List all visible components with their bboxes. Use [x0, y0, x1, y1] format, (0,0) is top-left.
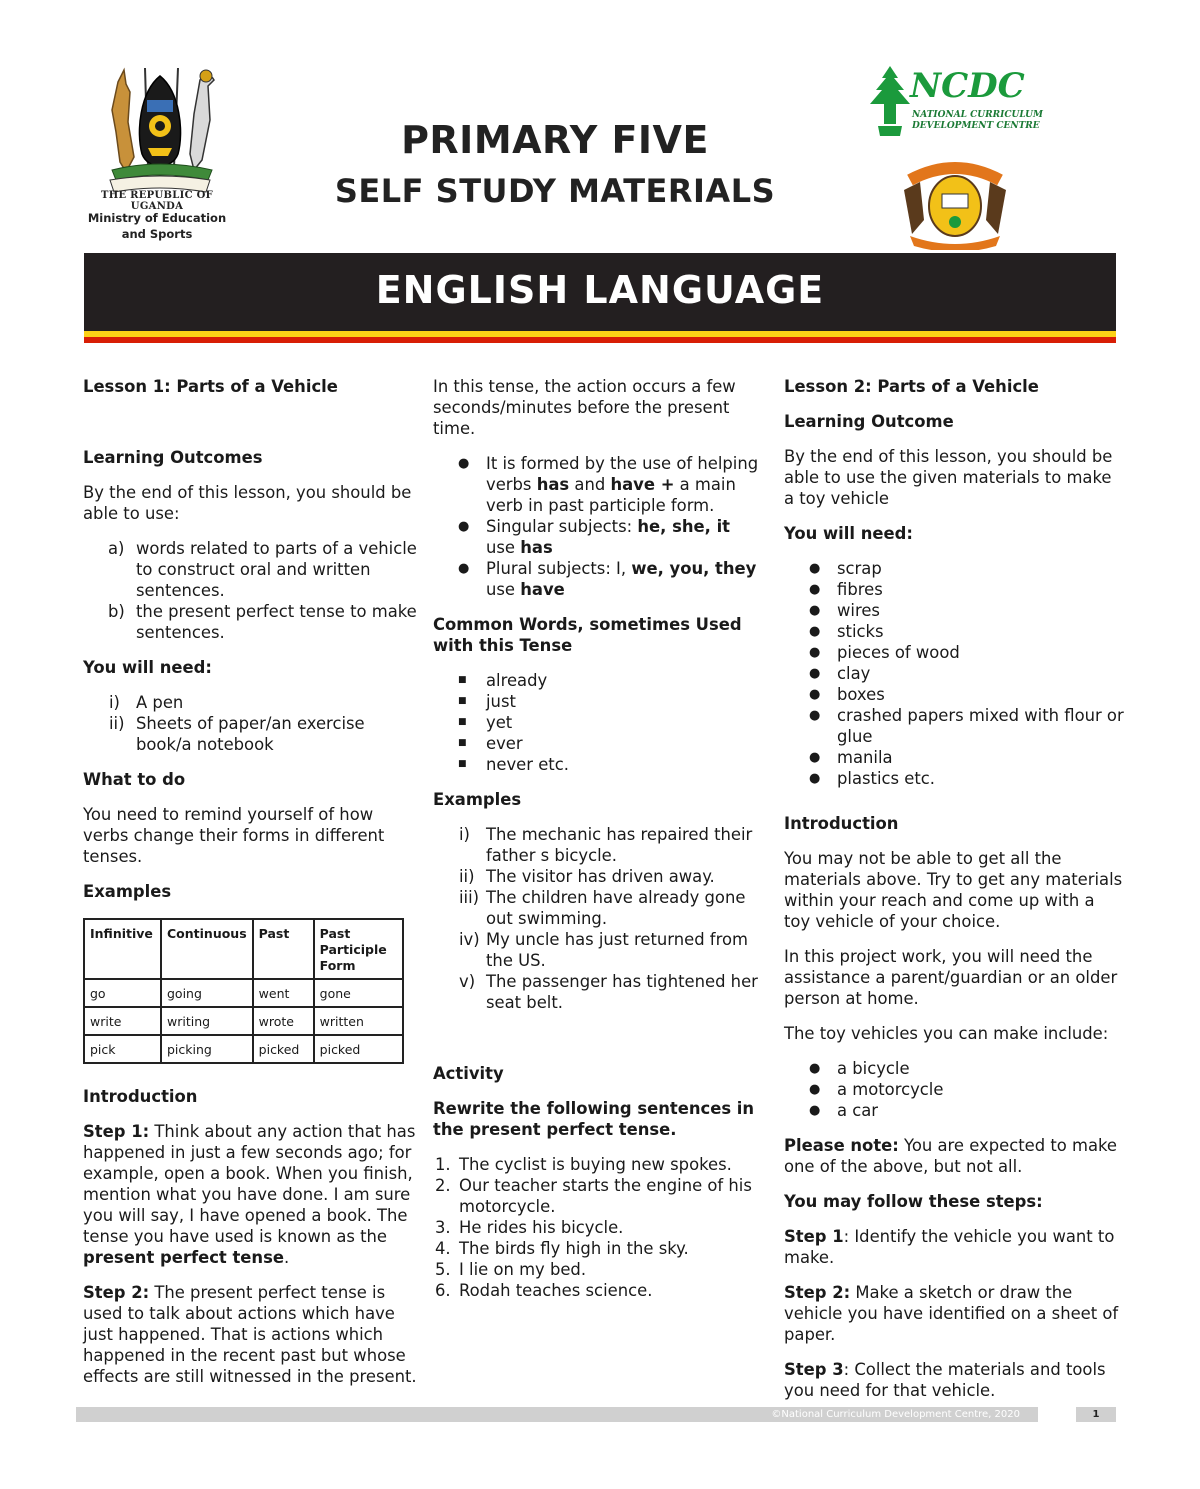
ncdc-subtitle-line-2: DEVELOPMENT CENTRE	[912, 121, 1040, 131]
list-item	[784, 747, 1124, 768]
what-to-do-text: You need to remind yourself of how verbs change their forms in different tenses.	[83, 805, 385, 866]
list-item	[784, 768, 1124, 789]
list-item	[433, 929, 763, 971]
lesson-1-title: Lesson 1: Parts of a Vehicle	[83, 377, 338, 396]
bullet-icon: ●	[458, 561, 470, 576]
table-header-cell: Past	[253, 919, 314, 979]
list-item	[784, 558, 1124, 579]
ncdc-subtitle-line-1: NATIONAL CURRICULUM	[912, 110, 1043, 120]
list-item-text: boxes	[837, 685, 885, 704]
list-marker: 1.	[435, 1155, 451, 1174]
activity-list	[433, 1154, 763, 1301]
square-bullet-icon: ■	[458, 717, 467, 727]
step-3-label: Step 3	[784, 1360, 844, 1379]
ministry-label	[82, 210, 232, 242]
table-cell: going	[161, 979, 253, 1007]
page-title: PRIMARY FIVE	[401, 118, 709, 162]
list-item-text: clay	[837, 664, 871, 683]
learning-outcomes-heading: Learning Outcomes	[83, 448, 263, 467]
list-marker: a)	[108, 539, 125, 558]
subject-banner-title: ENGLISH LANGUAGE	[375, 268, 825, 312]
materials-list	[784, 558, 1124, 789]
column-1	[83, 376, 418, 1401]
introduction-heading: Introduction	[784, 814, 899, 833]
list-item-text: Singular subjects:	[486, 517, 638, 536]
flag-stripe-red	[84, 337, 1116, 343]
list-item-text: The children have already gone out swimming.	[486, 888, 746, 928]
list-item-text: Plural subjects: I,	[486, 559, 632, 578]
introduction-paragraph-3: The toy vehicles you can make include:	[784, 1024, 1109, 1043]
list-item	[433, 453, 763, 516]
table-header-row	[84, 919, 403, 979]
list-marker: b)	[108, 602, 125, 621]
list-item	[433, 712, 763, 733]
list-item-text: My uncle has just returned from the US.	[486, 930, 748, 970]
examples-heading: Examples	[433, 790, 522, 809]
list-item	[433, 866, 763, 887]
list-item	[784, 705, 1124, 747]
bullet-icon: ●	[458, 519, 470, 534]
list-item-text: wires	[837, 601, 880, 620]
step-3-paragraph	[784, 1359, 1124, 1401]
step-1-label: Step 1	[784, 1227, 844, 1246]
list-marker: 6.	[435, 1281, 451, 1300]
table-cell: pick	[84, 1035, 161, 1063]
bold-term: have +	[610, 475, 675, 494]
list-marker: iii)	[459, 888, 480, 907]
bullet-icon: ●	[809, 624, 821, 639]
uganda-coat-of-arms-logo	[90, 62, 230, 197]
bullet-icon: ●	[809, 1082, 821, 1097]
introduction-paragraph-2: In this project work, you will need the assistance a parent/guardian or an older person at home.	[784, 947, 1118, 1008]
step-1-term: present perfect tense	[83, 1248, 284, 1267]
footer-copyright: ©National Curriculum Development Centre, 2020	[771, 1409, 1020, 1420]
list-item-text: ever	[486, 734, 523, 753]
list-item	[433, 670, 763, 691]
list-marker: 5.	[435, 1260, 451, 1279]
step-1-label: Step 1:	[83, 1122, 150, 1141]
list-item	[784, 1100, 1124, 1121]
outcomes-intro: By the end of this lesson, you should be able to use:	[83, 483, 412, 523]
uneb-crest-logo	[890, 160, 1020, 250]
list-item	[784, 600, 1124, 621]
list-item	[433, 733, 763, 754]
tense-intro: In this tense, the action occurs a few seconds/minutes before the present time.	[433, 377, 736, 438]
list-item-text: The cyclist is buying new spokes.	[459, 1155, 732, 1174]
table-cell: gone	[314, 979, 403, 1007]
page-number: 1	[1076, 1407, 1116, 1422]
need-list	[83, 692, 418, 755]
list-item-text: Rodah teaches science.	[459, 1281, 653, 1300]
bullet-icon: ●	[809, 708, 821, 723]
list-item-text: Sheets of paper/an exercise book/a notebook	[136, 714, 365, 754]
list-item	[433, 558, 763, 600]
list-item-text: a main verb in past participle form.	[486, 475, 736, 515]
ministry-line-1: Ministry of Education	[87, 211, 227, 225]
list-item-text: crashed papers mixed with flour or glue	[837, 706, 1124, 746]
list-marker: 4.	[435, 1239, 451, 1258]
list-marker: 2.	[435, 1176, 451, 1195]
bullet-icon: ●	[809, 750, 821, 765]
list-item	[83, 538, 418, 601]
column-3	[784, 376, 1124, 1415]
list-item-text: already	[486, 671, 548, 690]
step-1-end: .	[283, 1248, 290, 1267]
list-marker: i)	[109, 693, 120, 712]
table-cell: write	[84, 1007, 161, 1035]
step-1-paragraph	[83, 1121, 418, 1268]
list-item-text: pieces of wood	[837, 643, 960, 662]
list-item-text: The visitor has driven away.	[486, 867, 715, 886]
examples-heading: Examples	[83, 882, 172, 901]
list-item-text: just	[486, 692, 516, 711]
table-cell: written	[314, 1007, 403, 1035]
square-bullet-icon: ■	[458, 738, 467, 748]
what-to-do-heading: What to do	[83, 770, 186, 789]
list-item	[433, 1175, 763, 1217]
step-3-text: : Collect the materials and tools you need for that vehicle.	[784, 1360, 1106, 1400]
bullet-icon: ●	[809, 603, 821, 618]
list-item-text: The birds fly high in the sky.	[459, 1239, 689, 1258]
table-cell: picking	[161, 1035, 253, 1063]
list-item	[784, 621, 1124, 642]
step-1-paragraph	[784, 1226, 1124, 1268]
bold-term: has	[520, 538, 553, 557]
activity-instruction: Rewrite the following sentences in the present perfect tense.	[433, 1099, 755, 1139]
you-will-need-heading: You will need:	[83, 658, 212, 677]
bold-term: have	[520, 580, 565, 599]
formation-list	[433, 453, 763, 600]
table-cell: wrote	[253, 1007, 314, 1035]
list-item-text: and	[569, 475, 611, 494]
list-marker: ii)	[459, 867, 475, 886]
list-marker: v)	[459, 972, 476, 991]
bullet-icon: ●	[809, 645, 821, 660]
list-item	[433, 887, 763, 929]
table-header-cell: Continuous	[161, 919, 253, 979]
bold-term: he, she, it	[637, 517, 731, 536]
outcomes-list	[83, 538, 418, 643]
list-item	[784, 1079, 1124, 1100]
step-2-paragraph	[784, 1282, 1124, 1345]
learning-outcome-text: By the end of this lesson, you should be able to use the given materials to make a toy vehicle	[784, 447, 1113, 508]
bullet-icon: ●	[809, 582, 821, 597]
please-note-paragraph	[784, 1135, 1124, 1177]
list-item	[784, 642, 1124, 663]
list-item-text: a bicycle	[837, 1059, 910, 1078]
list-item-text: The passenger has tightened her seat belt.	[486, 972, 758, 1012]
list-item-text: a motorcycle	[837, 1080, 944, 1099]
list-item-text: The mechanic has repaired their father s bicycle.	[486, 825, 753, 865]
list-item	[433, 754, 763, 775]
list-item	[433, 1259, 763, 1280]
ncdc-wordmark: NCDC	[910, 66, 1025, 106]
you-will-need-heading: You will need:	[784, 524, 913, 543]
list-item-text: use	[486, 538, 521, 557]
square-bullet-icon: ■	[458, 696, 467, 706]
bullet-icon: ●	[458, 456, 470, 471]
list-item-text: He rides his bicycle.	[459, 1218, 624, 1237]
list-item-text: yet	[486, 713, 513, 732]
ministry-line-2: and Sports	[121, 227, 193, 241]
list-item-text: manila	[837, 748, 893, 767]
bullet-icon: ●	[809, 666, 821, 681]
list-item	[784, 663, 1124, 684]
step-1-text: : Identify the vehicle you want to make.	[784, 1227, 1115, 1267]
list-marker: ii)	[109, 714, 125, 733]
step-2-text: Make a sketch or draw the vehicle you have identified on a sheet of paper.	[784, 1283, 1119, 1344]
table-cell: went	[253, 979, 314, 1007]
bullet-icon: ●	[809, 771, 821, 786]
common-words-list	[433, 670, 763, 775]
bullet-icon: ●	[809, 561, 821, 576]
list-item	[433, 1238, 763, 1259]
list-item	[433, 516, 763, 558]
page-subtitle: SELF STUDY MATERIALS	[334, 172, 776, 210]
list-item	[433, 1154, 763, 1175]
list-item	[433, 971, 763, 1013]
table-cell: writing	[161, 1007, 253, 1035]
list-item-text: Our teacher starts the engine of his motorcycle.	[459, 1176, 752, 1216]
list-item-text: a car	[837, 1101, 879, 1120]
activity-heading: Activity	[433, 1064, 504, 1083]
bold-term: has	[536, 475, 570, 494]
square-bullet-icon: ■	[458, 759, 467, 769]
republic-label: THE REPUBLIC OF UGANDA	[100, 190, 214, 212]
examples-list	[433, 824, 763, 1013]
list-item	[784, 1058, 1124, 1079]
verb-forms-table	[83, 918, 404, 1064]
list-item-text: sticks	[837, 622, 884, 641]
square-bullet-icon: ■	[458, 675, 467, 685]
table-row	[84, 1035, 403, 1063]
column-2	[433, 376, 763, 1315]
list-item	[83, 601, 418, 643]
step-2-text: The present perfect tense is used to talk about actions which have just happened. That is actions which happened in the recent past but whose effects are still witnessed in the present.	[83, 1283, 417, 1386]
lesson-2-title: Lesson 2: Parts of a Vehicle	[784, 377, 1039, 396]
bold-term: we, you, they	[631, 559, 757, 578]
list-item	[83, 692, 418, 713]
table-cell: go	[84, 979, 161, 1007]
please-note-text: You are expected to make one of the above, but not all.	[784, 1136, 1118, 1176]
list-item	[433, 1217, 763, 1238]
list-item	[784, 684, 1124, 705]
list-item-text: never etc.	[486, 755, 569, 774]
common-words-heading: Common Words, sometimes Used with this Tense	[433, 615, 742, 655]
step-2-paragraph	[83, 1282, 418, 1387]
bullet-icon: ●	[809, 1061, 821, 1076]
table-row	[84, 979, 403, 1007]
table-cell: picked	[253, 1035, 314, 1063]
bullet-icon: ●	[809, 687, 821, 702]
list-item	[433, 1280, 763, 1301]
table-row	[84, 1007, 403, 1035]
list-marker: 3.	[435, 1218, 451, 1237]
step-2-label: Step 2:	[784, 1283, 851, 1302]
list-item-text: plastics etc.	[837, 769, 936, 788]
list-item	[433, 691, 763, 712]
list-marker: iv)	[459, 930, 480, 949]
list-item-text: fibres	[837, 580, 883, 599]
list-item-text: A pen	[136, 693, 184, 712]
vehicles-list	[784, 1058, 1124, 1121]
please-note-label: Please note:	[784, 1136, 899, 1155]
list-item-text: use	[486, 580, 521, 599]
ncdc-subtitle	[912, 110, 1043, 132]
list-item-text: I lie on my bed.	[459, 1260, 587, 1279]
table-header-cell: Infinitive	[84, 919, 161, 979]
table-cell: picked	[314, 1035, 403, 1063]
step-1-text: Think about any action that has happened in just a few seconds ago; for example, open a book. When you finish, mention what you have done. I am sure you will say, I have opened a book. The tense you have used is known as the	[83, 1122, 416, 1246]
table-header-cell: Past Participle Form	[314, 919, 403, 979]
list-marker: i)	[459, 825, 470, 844]
bullet-icon: ●	[809, 1103, 821, 1118]
steps-heading: You may follow these steps:	[784, 1192, 1043, 1211]
step-2-label: Step 2:	[83, 1283, 150, 1302]
list-item-text: It is formed by the use of helping verbs	[486, 454, 759, 494]
list-item-text: scrap	[837, 559, 882, 578]
introduction-heading: Introduction	[83, 1087, 198, 1106]
list-item	[83, 713, 418, 755]
list-item	[433, 824, 763, 866]
introduction-paragraph-1: You may not be able to get all the materials above. Try to get any materials within your reach and come up with a toy vehicle of your choice.	[784, 849, 1123, 931]
list-item	[784, 579, 1124, 600]
list-item-text: words related to parts of a vehicle to construct oral and written sentences.	[136, 539, 417, 600]
learning-outcome-heading: Learning Outcome	[784, 412, 954, 431]
list-item-text: the present perfect tense to make sentences.	[136, 602, 417, 642]
